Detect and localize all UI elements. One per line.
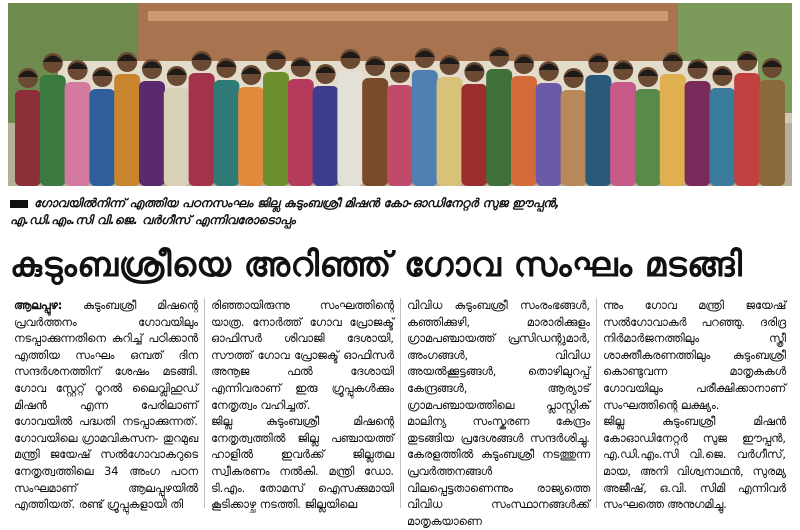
caption-marker xyxy=(10,200,28,208)
column-1-text: കുടുംബശ്രീ മിഷന്റെ പ്രവർത്തനം ഗോവയിലും നടപ്പാക്കുന്നതിനെ കുറിച്ച് പഠിക്കാൻ എത്തിയ സംഘം ഒമ്പത് ദിന സന്ദർശനത്തിന് ശേഷം മടങ്ങി. ഗോവ സ്റ്റേറ്റ് റൂറൽ ലൈവ്ലിഹുഡ് മിഷൻ എന്ന പേരിലാണ് ഗോവയിൽ പദ്ധതി നടപ്പാക്കുന്നത്. ഗോവയിലെ ഗ്രാമവികസന- തുറമുഖ മന്ത്രി ജയേഷ് സൽഗോവാകറുടെ നേതൃത്വത്തിലെ 34 അംഗ പഠന സംഘമാണ് ആലപ്പുഴയിൽ എത്തിയത്. രണ്ട് ഗ്രൂപ്പുകളായി തി xyxy=(14,299,198,512)
group-photo-illustration xyxy=(8,3,792,186)
column-1 xyxy=(8,298,204,512)
column-2 xyxy=(204,298,400,512)
column-4-text: ന്നും ഗോവ മന്ത്രി ജയേഷ് സൽഗോവാകർ പറഞ്ഞു. ദരിദ്ര നിർമാർജനത്തിലും സ്ത്രീ ശാക്തീകരണത്തിലും കുടുംബശ്രീ കൊണ്ടുവന്ന മാതൃകകൾ ഗോവയിലും പരീക്ഷിക്കാനാണ് സംഘത്തിന്റെ ലക്ഷ്യം. ജില്ല കുടുംബശ്രീ മിഷൻ കോഓഡിനേറ്റർ സുജ ഈപ്പൻ, എ.ഡി.എം.സി വി.ജെ. വർഗീസ്, മായ, അനി വിശ്വനാഥൻ, സുരമ്യ അജീഷ്, ഒ.വി. സിമി എന്നിവർ സംഘത്തെ അനുഗമിച്ചു. xyxy=(603,299,786,512)
group-photo xyxy=(8,3,792,186)
column-2-text: രിഞ്ഞായിരുന്നു സംഘത്തിന്റെ യാത്ര. നോർത്ത് ഗോവ പ്രോജക്ട് ഓഫിസർ ശിവാജി ദേശായി, സൗത്ത് ഗോവ പ്രോജക്ട് ഓഫിസർ അനൂജ ഫൽ ദേശായി എന്നിവരാണ് ഇരു ഗ്രൂപ്പുകൾക്കും നേതൃത്വം വഹിച്ചത്. ജില്ല കുടുംബശ്രീ മിഷന്റെ നേതൃത്വത്തിൽ ജില്ല പഞ്ചായത്ത് ഹാളിൽ ഇവർക്ക് ജില്ലതല സ്വീകരണം നൽകി. മന്ത്രി ഡോ. ടി.എം. തോമസ് ഐസക്കുമായി കൂടിക്കാഴ്ച നടത്തി. ജില്ലയിലെ xyxy=(211,299,394,512)
dateline: ആലപ്പുഴ: xyxy=(14,299,63,312)
column-3-text: വിവിധ കുടുംബശ്രീ സംരംഭങ്ങൾ, കഞ്ഞിക്കുഴി, മാരാരിക്കുളം ഗ്രാമപഞ്ചായത്ത് പ്രസിഡന്റുമാർ, അംഗങ്ങൾ, വിവിധ അയൽക്കൂട്ടങ്ങൾ, തൊഴിലുറപ്പ് കേന്ദ്രങ്ങൾ, ആര്യാട് ഗ്രാമപഞ്ചായത്തിലെ പ്ലാസ്റ്റിക് മാലിന്യ സംസ്കരണ കേന്ദ്രം തുടങ്ങിയ പ്രദേശങ്ങൾ സന്ദർശിച്ചു. കേരളത്തിൽ കുടുംബശ്രീ നടത്തുന്ന പ്രവർത്തനങ്ങൾ വിലപ്പെട്ടതാണെന്നും രാജ്യത്തെ വിവിധ സംസ്ഥാനങ്ങൾക്ക് മാതൃകയാണെ xyxy=(407,299,590,528)
photo-caption xyxy=(10,195,790,229)
headline: കുടുംബശ്രീയെ അറിഞ്ഞ് ഗോവ സംഘം മടങ്ങി xyxy=(10,245,743,285)
caption-text-1: ഗോവയിൽനിന്ന് എത്തിയ പഠനസംഘം ജില്ല കുടുംബശ്രീ മിഷൻ കോ-ഓഡിനേറ്റർ സുജ ഈപ്പൻ, xyxy=(34,196,560,210)
article-body xyxy=(8,298,794,528)
caption-line-2: എ.ഡി.എം.സി വി.ജെ. വർഗീസ് എന്നിവരോടൊപ്പം xyxy=(10,213,296,227)
caption-line-1 xyxy=(10,195,790,212)
column-4 xyxy=(596,298,792,512)
column-3 xyxy=(400,298,596,528)
